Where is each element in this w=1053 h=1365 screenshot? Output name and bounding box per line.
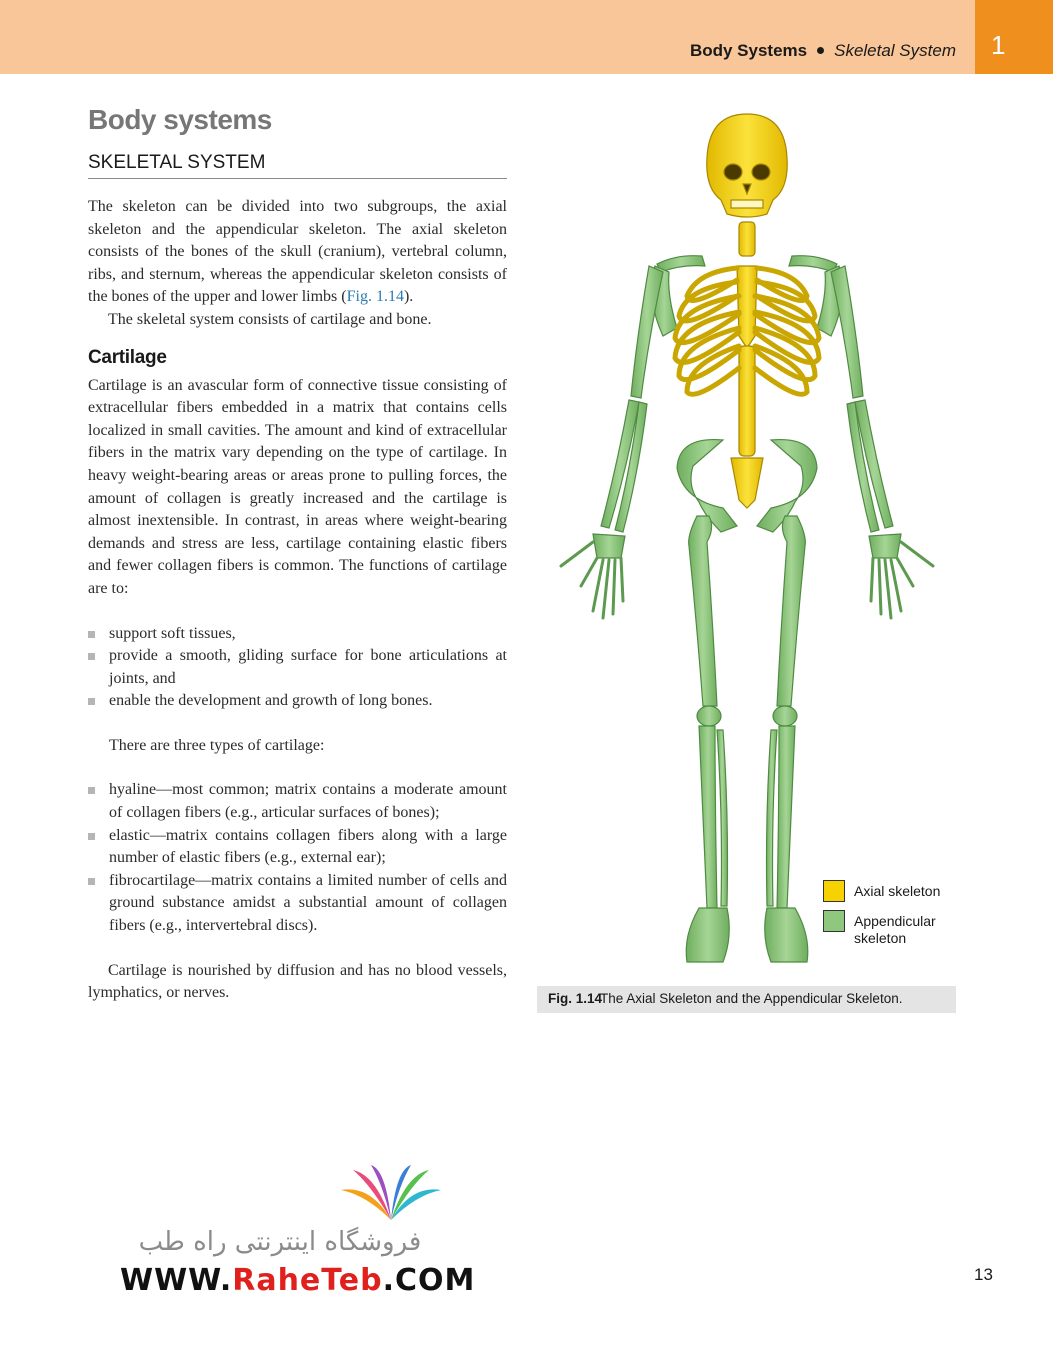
caption-text: The Axial Skeleton and the Appendicular Skeleton. <box>600 991 903 1006</box>
legend-label-axial: Axial skeleton <box>854 883 941 899</box>
page-number: 13 <box>974 1265 993 1284</box>
list-item: elastic—matrix contains collagen fibers along with a large number of elastic fibers (e.g., external ear); <box>88 825 507 870</box>
url-prefix: WWW. <box>120 1263 233 1298</box>
functions-list <box>88 623 507 713</box>
section-title: Body systems <box>88 104 272 135</box>
open-book-logo-icon <box>331 1165 451 1225</box>
nourishment-paragraph: Cartilage is nourished by diffusion and has no blood vessels, lymphatics, or nerves. <box>88 961 507 1002</box>
skeleton-illustration <box>537 96 956 986</box>
chapter-number: 1 <box>991 30 1006 60</box>
figure-caption <box>537 986 956 1013</box>
list-item: support soft tissues, <box>88 623 507 646</box>
skeletal-system-paragraph: The skeletal system consists of cartilage and bone. <box>108 310 432 328</box>
cartilage-paragraph: Cartilage is an avascular form of connective tissue consisting of extracellular fibers embedded in a matrix that contains cells localized in small cavities. The amount and kind of extracellular fibers in the matrix vary depending on the type of cartilage. In heavy weight-bearing areas or areas prone to pulling forces, the amount of collagen is greatly increased and the cartilage is almost inextensible. In contrast, in areas where weight-bearing demands and stress are less, cartilage containing elastic fibers and fewer collagen fibers is common. The functions of cartilage are to: <box>88 376 507 597</box>
legend-swatch-appendicular <box>823 910 845 932</box>
bullet-dot-icon <box>817 47 824 54</box>
intro-text-end: ). <box>403 288 414 306</box>
main-text-column <box>88 104 507 1005</box>
legend-swatch-axial <box>823 880 845 902</box>
running-head-section: Skeletal System <box>834 41 956 60</box>
watermark-url <box>120 1263 475 1298</box>
url-brand: RaheTeb <box>232 1263 383 1298</box>
running-head <box>690 41 956 61</box>
list-item: fibrocartilage—matrix contains a limited number of cells and ground substance amidst a substantial amount of collagen fibers (e.g., intervertebral discs). <box>88 870 507 938</box>
running-head-chapter: Body Systems <box>689 41 808 60</box>
intro-text: The skeleton can be divided into two subgroups, the axial skeleton and the appendicular skeleton. The axial skeleton consists of the bones of the skull (cranium), vertebral column, ribs, and sternum, whereas the appendicular skeleton consists of the bones of the upper and lower limbs ( <box>88 198 507 306</box>
legend-label-appendicular: Appendicular skeleton <box>854 913 936 946</box>
watermark <box>115 1165 476 1305</box>
url-suffix: .COM <box>382 1263 476 1298</box>
list-item: enable the development and growth of long bones. <box>88 690 507 713</box>
subsection-title: SKELETAL SYSTEM <box>88 152 507 179</box>
intro-paragraph <box>88 196 507 309</box>
chapter-tab <box>975 0 1053 74</box>
header-band <box>0 0 975 74</box>
list-item: hyaline—most common; matrix contains a moderate amount of collagen fibers (e.g., articular surfaces of bones); <box>88 779 507 824</box>
axial-skeleton <box>707 114 787 508</box>
types-list <box>88 779 507 937</box>
figure-link[interactable]: Fig. 1.14 <box>346 288 404 306</box>
caption-label: Fig. 1.14 <box>548 991 603 1006</box>
watermark-persian-text: فروشگاه اینترنتی راه طب <box>138 1227 422 1257</box>
list-item: provide a smooth, gliding surface for bone articulations at joints, and <box>88 645 507 690</box>
types-intro: There are three types of cartilage: <box>109 736 325 754</box>
cartilage-heading: Cartilage <box>88 346 167 368</box>
